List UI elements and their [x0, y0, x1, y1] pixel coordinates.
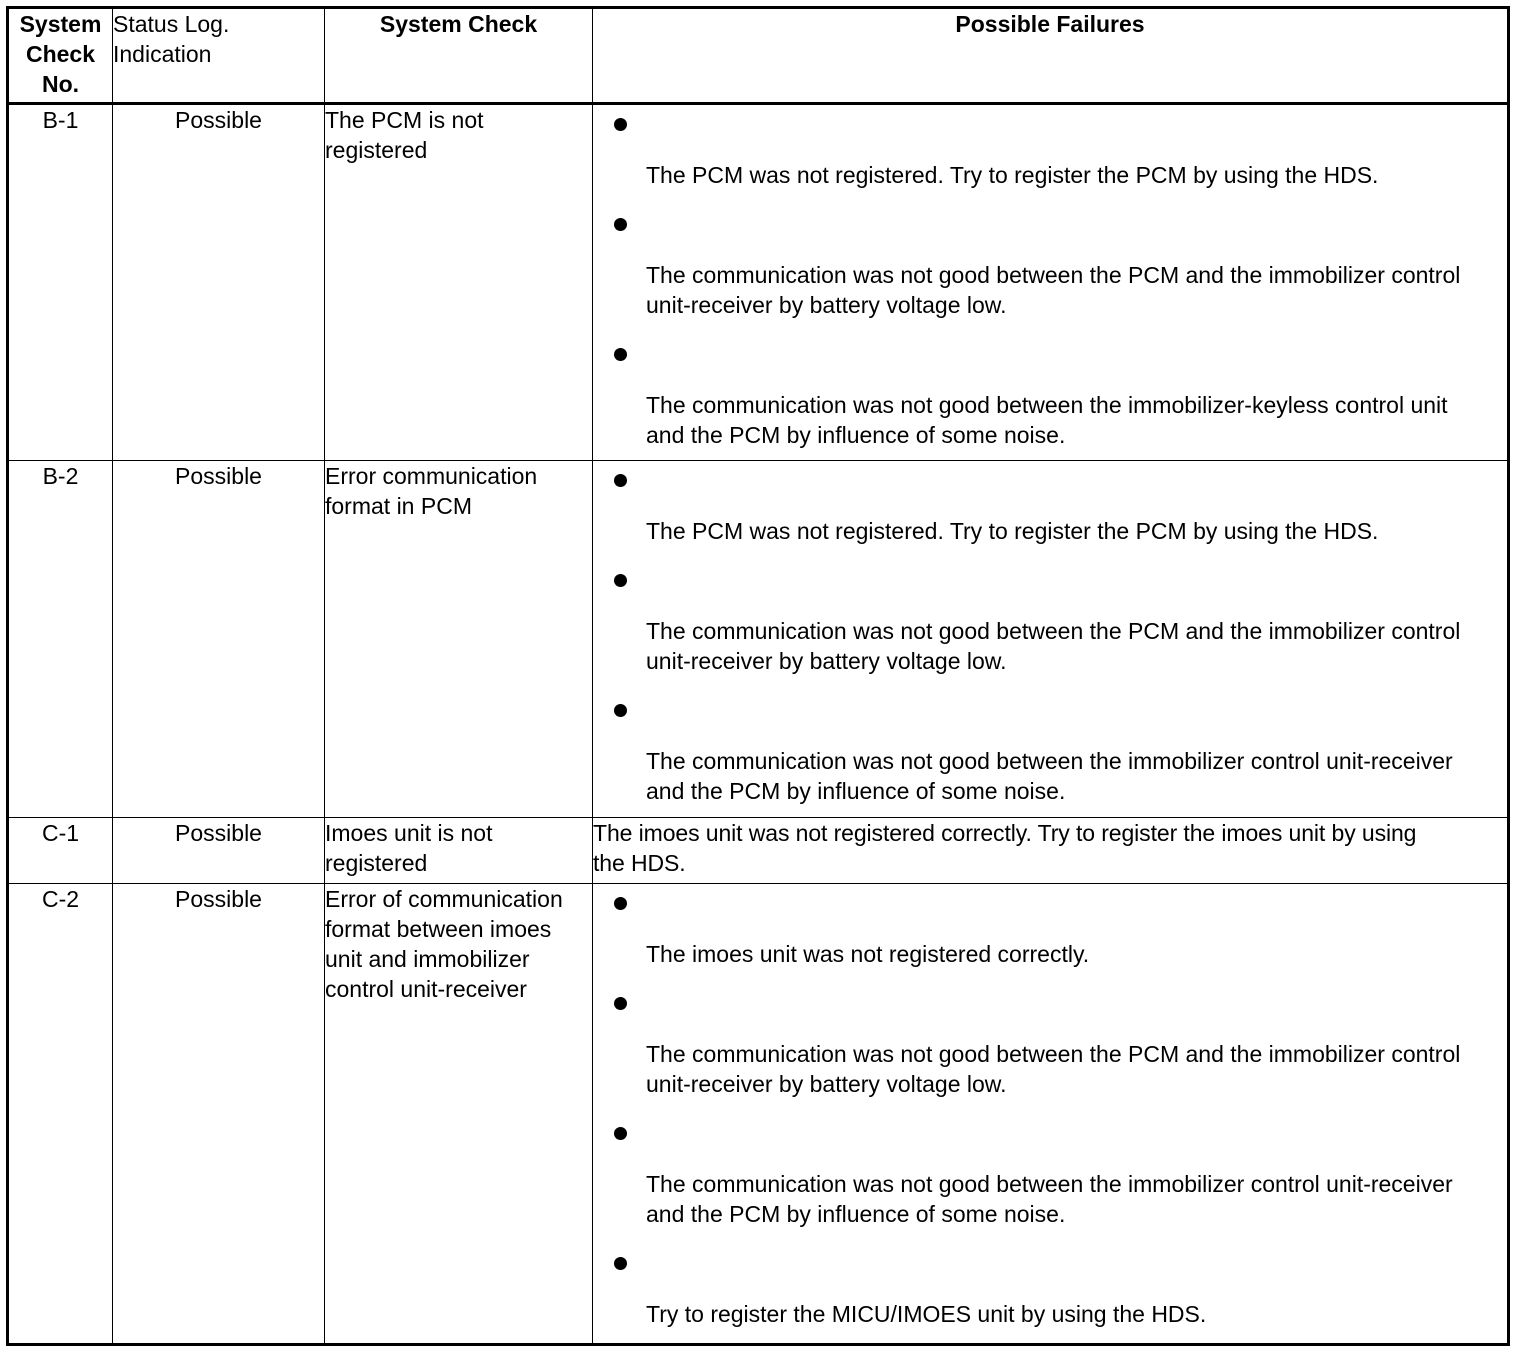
bullet-icon [614, 474, 627, 487]
header-col1-line2: Check [25, 41, 96, 67]
bullet-icon [614, 348, 627, 361]
table-row [8, 461, 1509, 818]
failure-text: The communication was not good between the PCM and the immobilizer control unit-receiver by battery voltage low. [646, 618, 1461, 674]
failure-item [593, 105, 1507, 190]
table-row [8, 818, 1509, 884]
failure-text: The PCM was not registered. Try to register the PCM by using the HDS. [646, 518, 1379, 544]
system-check: Error communication format in PCM [325, 461, 593, 818]
failure-text: The imoes unit was not registered correctly. [646, 941, 1090, 967]
header-col1-line1: System [19, 11, 102, 37]
system-check: Imoes unit is not registered [325, 818, 593, 884]
status-log-indication: Possible [113, 104, 325, 461]
system-check-no: C-1 [8, 818, 113, 884]
failure-text: The communication was not good between the immobilizer control unit-receiver and the PCM by influence of some noise. [646, 1171, 1453, 1227]
table-row [8, 104, 1509, 461]
failure-item [593, 461, 1507, 546]
system-check-no: B-2 [8, 461, 113, 818]
failure-item [593, 884, 1507, 969]
bullet-icon [614, 997, 627, 1010]
status-log-indication: Possible [113, 818, 325, 884]
failure-text: The communication was not good between the immobilizer-keyless control unit and the PCM by influence of some noise. [646, 392, 1448, 448]
failure-text: The PCM was not registered. Try to register the PCM by using the HDS. [646, 162, 1379, 188]
bullet-icon [614, 574, 627, 587]
possible-failures [593, 104, 1509, 461]
failure-text-line2: the HDS. [593, 850, 686, 876]
failure-text: Try to register the MICU/IMOES unit by using the HDS. [646, 1301, 1207, 1327]
failure-item [593, 984, 1507, 1099]
header-col2-line1: Status Log. [113, 11, 230, 37]
failure-item [593, 561, 1507, 676]
failure-item [593, 691, 1507, 806]
failure-item [593, 1244, 1507, 1329]
possible-failures [593, 818, 1509, 884]
failure-item [593, 1114, 1507, 1229]
system-check: The PCM is not registered [325, 104, 593, 461]
system-check-no: C-2 [8, 884, 113, 1345]
header-possible-failures: Possible Failures [593, 8, 1509, 104]
header-system-check: System Check [325, 8, 593, 104]
bullet-icon [614, 897, 627, 910]
failure-item [593, 335, 1507, 450]
failure-text-line1: The imoes unit was not registered correctly. Try to register the imoes unit by using [593, 820, 1417, 846]
failure-text: The communication was not good between the PCM and the immobilizer control unit-receiver by battery voltage low. [646, 262, 1461, 318]
system-check: Error of communication format between imoes unit and immobilizer control unit-receiver [325, 884, 593, 1345]
header-system-check-no [8, 8, 113, 104]
table-row [8, 884, 1509, 1345]
failure-text: The communication was not good between the PCM and the immobilizer control unit-receiver by battery voltage low. [646, 1041, 1461, 1097]
header-col1-line3: No. [41, 71, 80, 97]
status-log-indication: Possible [113, 884, 325, 1345]
status-log-indication: Possible [113, 461, 325, 818]
header-status-log-indication [113, 8, 325, 104]
failure-item [593, 205, 1507, 320]
system-check-no: B-1 [8, 104, 113, 461]
bullet-icon [614, 704, 627, 717]
possible-failures [593, 461, 1509, 818]
diagnostic-table [6, 6, 1510, 1346]
bullet-icon [614, 1257, 627, 1270]
bullet-icon [614, 118, 627, 131]
failure-text: The communication was not good between the immobilizer control unit-receiver and the PCM by influence of some noise. [646, 748, 1453, 804]
bullet-icon [614, 1127, 627, 1140]
header-col2-line2: Indication [113, 41, 212, 67]
table-header-row [8, 8, 1509, 104]
possible-failures [593, 884, 1509, 1345]
bullet-icon [614, 218, 627, 231]
